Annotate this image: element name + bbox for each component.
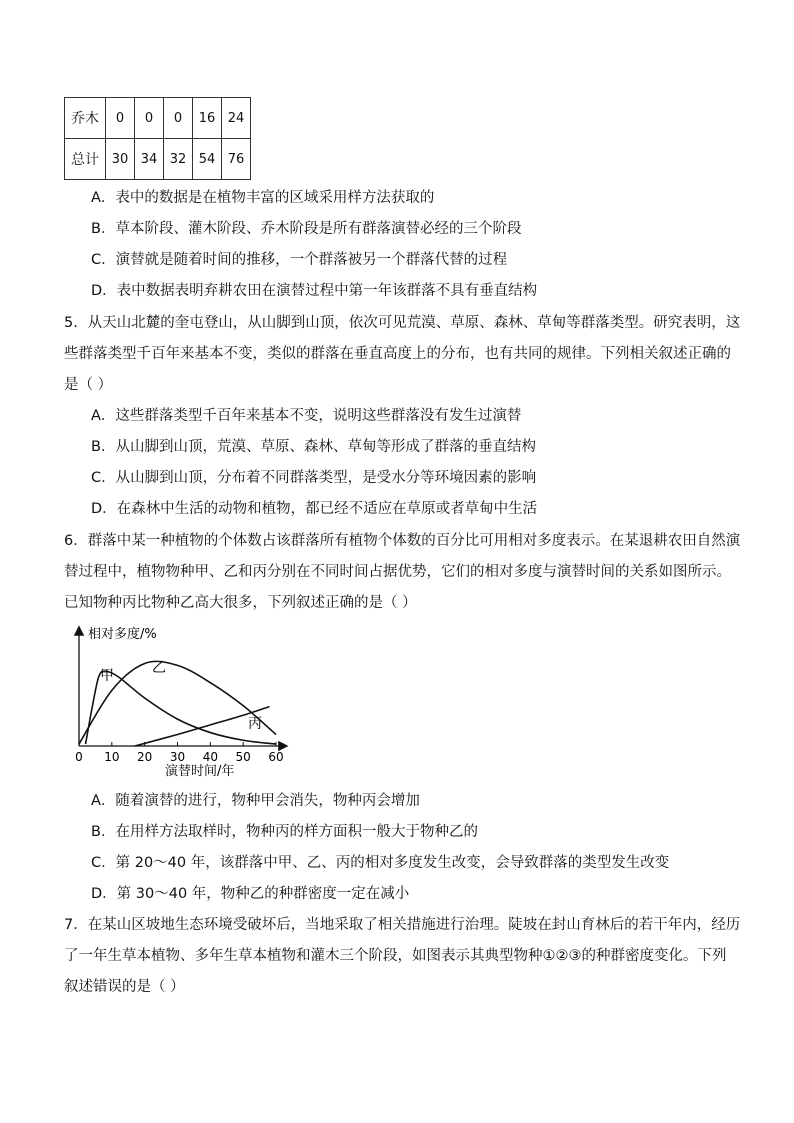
q7-stem-line: 叙述错误的是（ ） xyxy=(64,979,185,995)
q6-option-c: C．第 20～40 年，该群落中甲、乙、丙的相对多度发生改变，会导致群落的类型发生改变 xyxy=(91,855,670,871)
x-tick-label: 0 xyxy=(75,750,83,764)
q6-option-b: B．在用样方法取样时，物种丙的样方面积一般大于物种乙的 xyxy=(91,824,478,840)
q5-option-b: B．从山脚到山顶，荒漠、草原、森林、草甸等形成了群落的垂直结构 xyxy=(91,439,536,455)
q6-stem-line: 6．群落中某一种植物的个体数占该群落所有植物个体数的百分比可用相对多度表示。在某退耕农田自然演 xyxy=(64,533,741,549)
y-axis-label: 相对多度/% xyxy=(88,627,157,642)
q7-stem-line: 了一年生草本植物、多年生草本植物和灌木三个阶段，如图表示其典型物种①②③的种群密度变化。下列 xyxy=(64,948,727,964)
x-tick-label: 20 xyxy=(137,750,153,764)
q6-option-d: D．第 30～40 年，物种乙的种群密度一定在减小 xyxy=(91,886,410,902)
series-label: 丙 xyxy=(248,716,262,732)
table-row-label: 总计 xyxy=(65,139,106,180)
x-tick-label: 30 xyxy=(169,750,186,764)
q5-stem-line: 是（ ） xyxy=(64,377,113,393)
table-cell: 32 xyxy=(164,139,193,180)
table-row-label: 乔木 xyxy=(65,98,106,139)
q5-option-a: A．这些群落类型千百年来基本不变，说明这些群落没有发生过演替 xyxy=(91,408,522,424)
table-cell: 34 xyxy=(135,139,164,180)
x-axis-label: 演替时间/年 xyxy=(165,764,235,779)
q4-option-d: D．表中数据表明弃耕农田在演替过程中第一年该群落不具有垂直结构 xyxy=(91,283,538,299)
q6-stem-line: 已知物种丙比物种乙高大很多，下列叙述正确的是（ ） xyxy=(64,595,417,611)
table-cell: 0 xyxy=(135,98,164,139)
x-tick-group xyxy=(75,742,283,764)
table-cell: 0 xyxy=(164,98,193,139)
abundance-chart xyxy=(60,620,300,780)
table-row xyxy=(65,139,251,180)
x-tick-label: 40 xyxy=(202,750,218,764)
x-tick-label: 60 xyxy=(268,750,284,764)
x-tick-label: 50 xyxy=(235,750,251,764)
x-tick-label: 10 xyxy=(104,750,120,764)
q6-stem-line: 替过程中，植物物种甲、乙和丙分别在不同时间占据优势，它们的相对多度与演替时间的关系如图所示。 xyxy=(64,564,731,580)
table-cell: 0 xyxy=(106,98,135,139)
q5-option-c: C．从山脚到山顶，分布着不同群落类型，是受水分等环境因素的影响 xyxy=(91,470,537,486)
table-cell: 54 xyxy=(193,139,222,180)
q5-option-d: D．在森林中生活的动物和植物，都已经不适应在草原或者草甸中生活 xyxy=(91,501,538,517)
table-cell: 30 xyxy=(106,139,135,180)
table-cell: 76 xyxy=(222,139,251,180)
series-group xyxy=(79,660,276,746)
table-row xyxy=(65,98,251,139)
series-label: 乙 xyxy=(152,660,166,676)
table-cell: 24 xyxy=(222,98,251,139)
q6-option-a: A．随着演替的进行，物种甲会消失，物种丙会增加 xyxy=(91,793,420,809)
q5-stem-line: 5．从天山北麓的奎屯登山，从山脚到山顶，依次可见荒漠、草原、森林、草甸等群落类型。研究表明，这 xyxy=(64,315,741,331)
q4-option-c: C．演替就是随着时间的推移，一个群落被另一个群落代替的过程 xyxy=(91,252,508,268)
q7-stem-line: 7．在某山区坡地生态环境受破坏后，当地采取了相关措施进行治理。陡坡在封山育林后的若干年内，经历 xyxy=(64,917,741,933)
q4-option-b: B．草本阶段、灌木阶段、乔木阶段是所有群落演替必经的三个阶段 xyxy=(91,221,522,237)
table-cell: 16 xyxy=(193,98,222,139)
data-table xyxy=(64,97,251,180)
q4-option-a: A．表中的数据是在植物丰富的区域采用样方法获取的 xyxy=(91,190,435,206)
series-label: 甲 xyxy=(100,668,114,684)
q5-stem-line: 些群落类型千百年来基本不变，类似的群落在垂直高度上的分布，也有共同的规律。下列相关叙述正确的 xyxy=(64,346,731,362)
